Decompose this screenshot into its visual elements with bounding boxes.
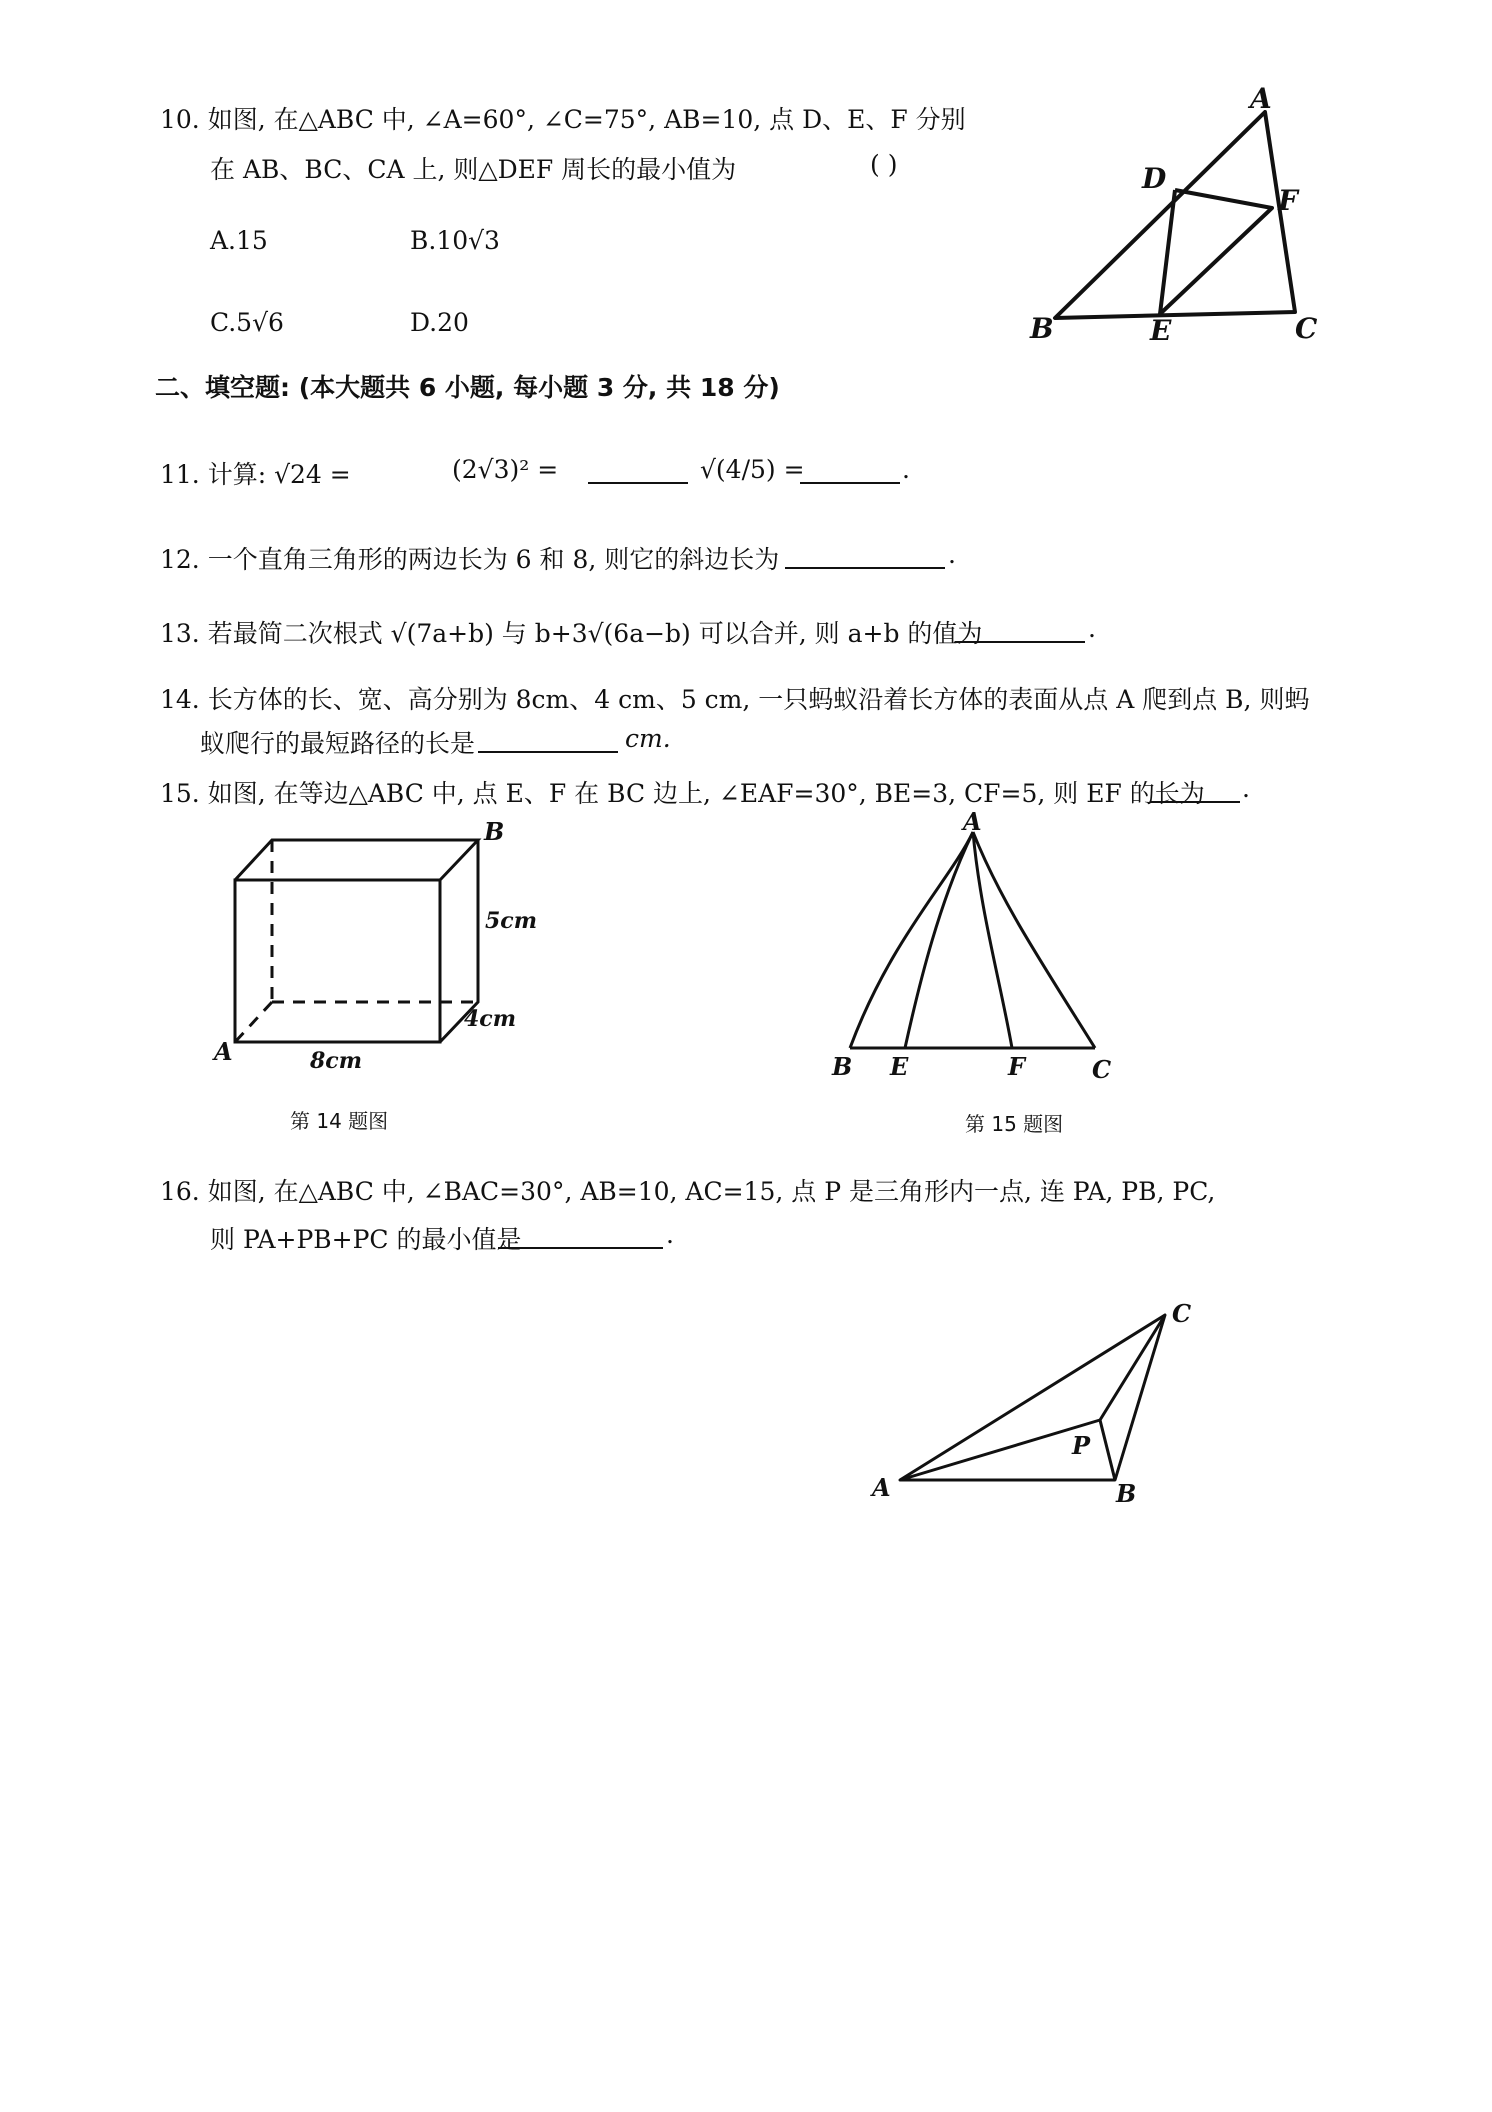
q12-text: 12. 一个直角三角形的两边长为 6 和 8, 则它的斜边长为: [160, 545, 780, 574]
fig14-length: 8cm: [310, 1048, 362, 1074]
fig16-label-a: A: [872, 1473, 891, 1502]
q10-label-a: A: [1250, 82, 1272, 115]
q11-expr3: √(4/5) =: [700, 455, 805, 484]
q13-blank: [955, 615, 1085, 647]
section2-heading: 二、填空题: (本大题共 6 小题, 每小题 3 分, 共 18 分): [155, 373, 780, 402]
q13-end: .: [1088, 614, 1096, 643]
q10-triangle-figure: [1010, 80, 1340, 350]
q16-blank: [498, 1221, 663, 1253]
fig16-label-b: B: [1116, 1479, 1137, 1508]
fig14-caption: 第 14 题图: [290, 1109, 389, 1133]
fig14-cuboid: [200, 820, 560, 1090]
fig15-label-a: A: [963, 810, 982, 836]
fig15-label-e: E: [890, 1052, 909, 1081]
q15-end: .: [1242, 774, 1250, 803]
q10-option-d: D.20: [410, 308, 469, 337]
q10-label-e: E: [1150, 314, 1172, 347]
q11-prefix: 11. 计算: √24 =: [160, 460, 351, 489]
fig15-label-f: F: [1008, 1052, 1026, 1081]
q10-line1: 10. 如图, 在△ABC 中, ∠A=60°, ∠C=75°, AB=10, 点 D、E、F 分别: [160, 105, 966, 134]
q12-blank: [785, 541, 945, 573]
fig16-label-p: P: [1072, 1431, 1091, 1460]
q14-line2: 蚁爬行的最短路径的长是: [200, 729, 476, 758]
q10-answer-paren: ( ): [870, 150, 898, 179]
q15-text: 15. 如图, 在等边△ABC 中, 点 E、F 在 BC 边上, ∠EAF=30°, BE=3, CF=5, 则 EF 的长为: [160, 779, 1205, 808]
q16-line1: 16. 如图, 在△ABC 中, ∠BAC=30°, AB=10, AC=15, 点 P 是三角形内一点, 连 PA, PB, PC,: [160, 1177, 1216, 1206]
q10-label-b: B: [1030, 312, 1054, 345]
q10-option-a: A.15: [210, 226, 268, 255]
q10-line2: 在 AB、BC、CA 上, 则△DEF 周长的最小值为: [210, 155, 737, 184]
fig16-triangle: [860, 1290, 1220, 1520]
q11-blank-3: [800, 456, 900, 488]
fig14-width: 4cm: [464, 1006, 516, 1032]
fig15-label-b: B: [832, 1052, 853, 1081]
fig15-label-c: C: [1092, 1055, 1112, 1084]
fig14-label-b: B: [484, 820, 505, 846]
fig15-triangle: [830, 810, 1130, 1090]
fig16-label-c: C: [1172, 1299, 1192, 1328]
q10-label-f: F: [1278, 184, 1298, 217]
q10-option-b: B.10√3: [410, 226, 500, 255]
fig14-height: 5cm: [485, 908, 537, 934]
q14-blank: [478, 725, 618, 757]
q16-line2: 则 PA+PB+PC 的最小值是: [210, 1225, 522, 1254]
q10-option-c: C.5√6: [210, 308, 284, 337]
q16-end: .: [666, 1220, 674, 1249]
q12-end: .: [948, 540, 956, 569]
q11-blank-2: [588, 456, 688, 488]
q14-line1: 14. 长方体的长、宽、高分别为 8cm、4 cm、5 cm, 一只蚂蚁沿着长方体的表面从点 A 爬到点 B, 则蚂: [160, 685, 1310, 714]
q10-label-d: D: [1142, 162, 1167, 195]
q11-expr2: (2√3)² =: [452, 455, 559, 484]
q11-end: .: [902, 455, 910, 484]
fig14-label-a: A: [214, 1037, 233, 1066]
fig15-caption: 第 15 题图: [965, 1112, 1064, 1136]
q15-blank: [1150, 775, 1240, 807]
q10-label-c: C: [1295, 312, 1318, 345]
q13-text: 13. 若最简二次根式 √(7a+b) 与 b+3√(6a−b) 可以合并, 则 a+b 的值为: [160, 619, 983, 648]
q14-unit: cm.: [625, 724, 671, 753]
